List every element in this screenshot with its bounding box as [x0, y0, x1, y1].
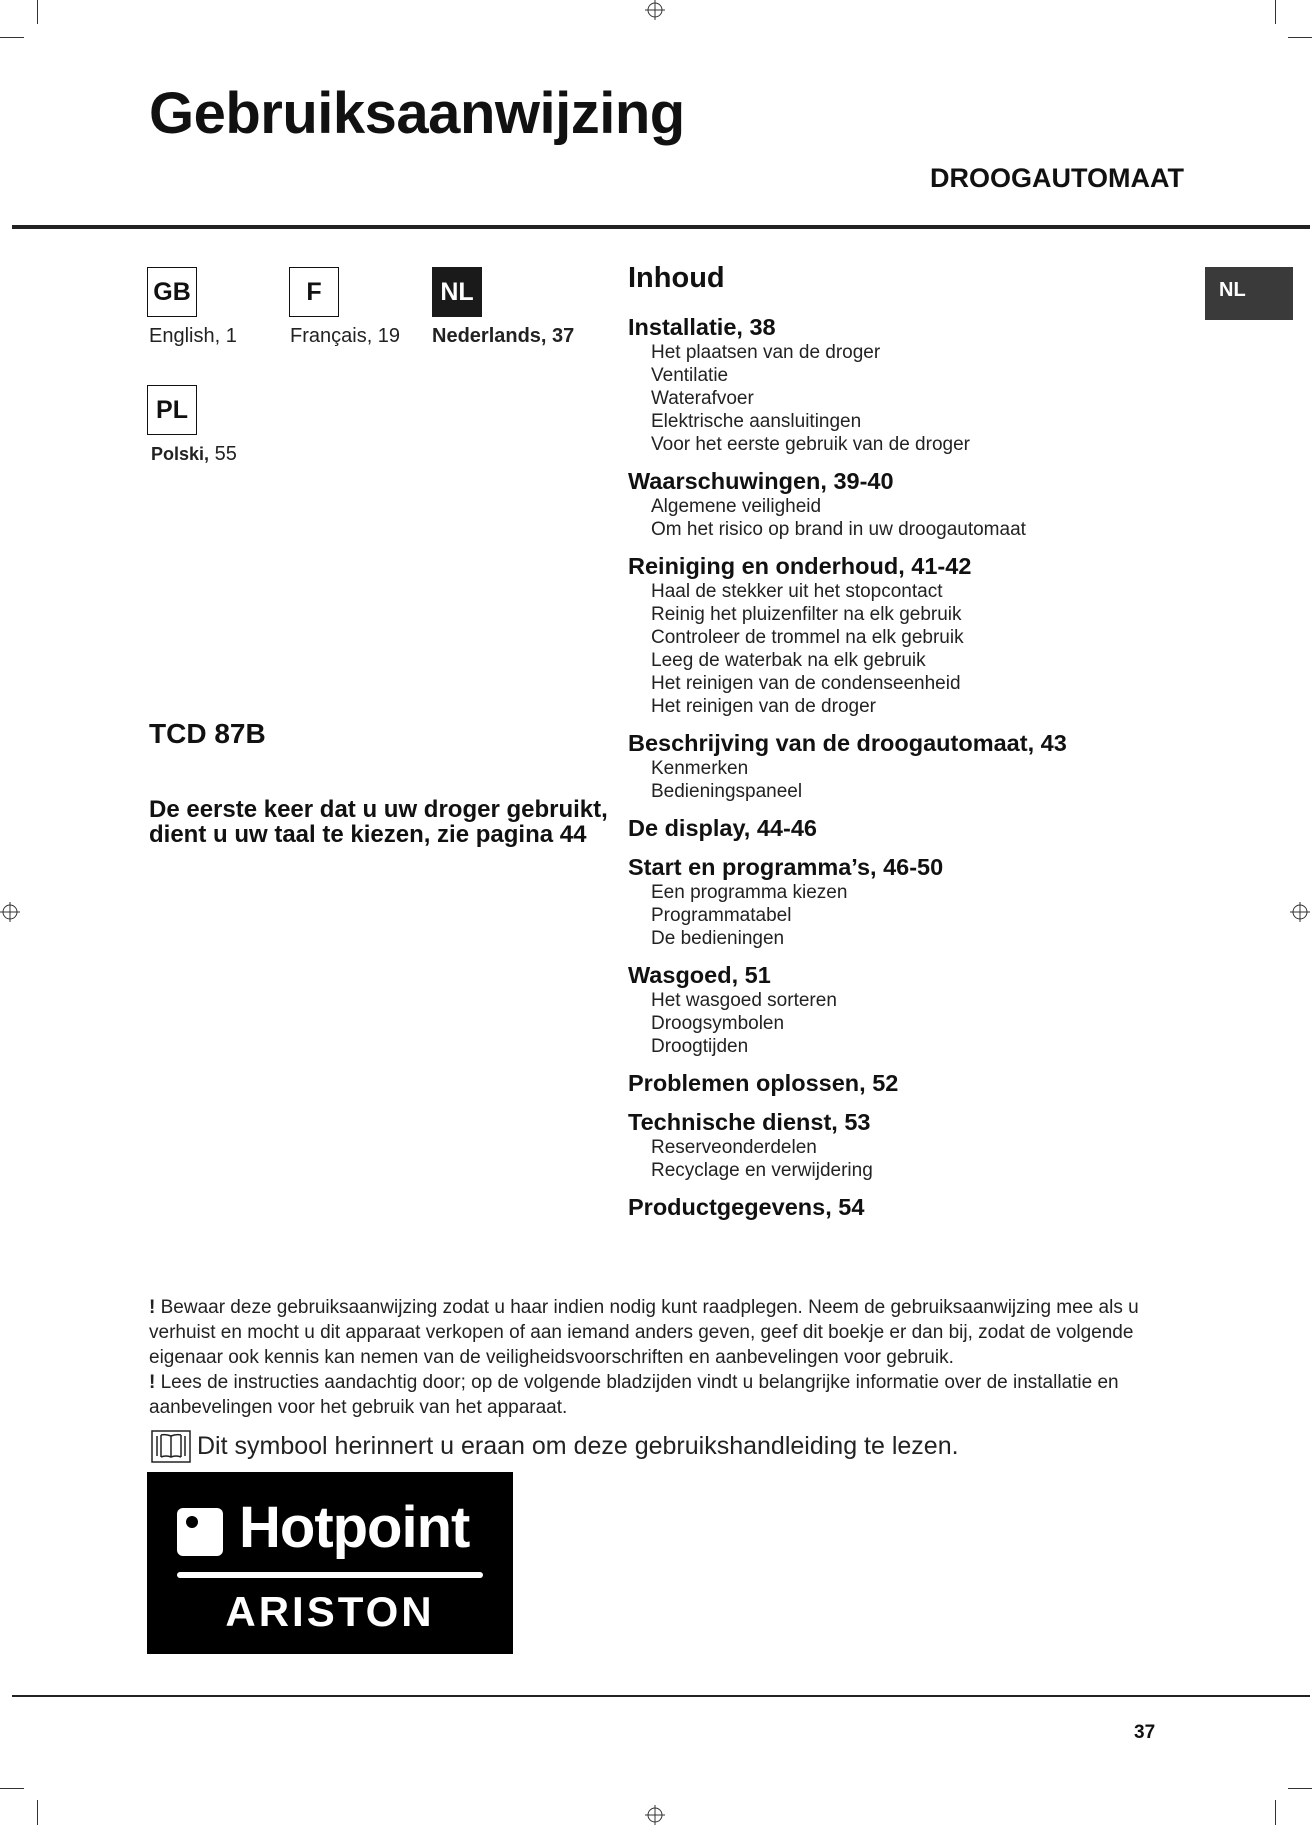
registration-mark-icon — [645, 0, 665, 20]
toc-heading[interactable]: Productgegevens, 54 — [628, 1194, 865, 1220]
toc-item[interactable]: Controleer de trommel na elk gebruik — [651, 627, 964, 648]
toc-heading[interactable]: Beschrijving van de droogautomaat, 43 — [628, 730, 1067, 756]
toc-item[interactable]: Een programma kiezen — [651, 882, 848, 903]
footer-divider — [12, 1695, 1310, 1697]
toc-heading[interactable]: Reiniging en onderhoud, 41-42 — [628, 553, 972, 579]
toc-item[interactable]: Voor het eerste gebruik van de droger — [651, 434, 970, 455]
toc-section-display — [628, 814, 1208, 842]
toc-item[interactable]: Kenmerken — [651, 758, 749, 779]
toc-item[interactable]: Programmatabel — [651, 905, 792, 926]
notice-paragraph — [149, 1370, 1189, 1420]
exclamation-icon: ! — [149, 1297, 156, 1318]
toc-heading[interactable]: Wasgoed, 51 — [628, 962, 771, 988]
page-number: 37 — [1134, 1722, 1156, 1743]
toc-item[interactable]: Haal de stekker uit het stopcontact — [651, 581, 943, 602]
crop-mark — [1288, 1788, 1312, 1789]
product-category: DROOGAUTOMAAT — [930, 163, 1184, 193]
toc-item[interactable]: Reinig het pluizenfilter na elk gebruik — [651, 604, 962, 625]
toc-section-waarschuwingen — [628, 467, 1208, 541]
toc-item[interactable]: Elektrische aansluitingen — [651, 411, 862, 432]
language-button-nl[interactable]: NL — [432, 267, 482, 317]
table-of-contents — [628, 262, 1208, 1232]
language-note: De eerste keer dat u uw droger gebruikt, dient u uw taal te kiezen, zie pagina 44 — [149, 796, 608, 848]
crop-mark — [1275, 0, 1276, 24]
toc-item[interactable]: De bedieningen — [651, 928, 785, 949]
page-title: Gebruiksaanwijzing — [149, 81, 685, 146]
logo-subbrand: ARISTON — [225, 1588, 435, 1635]
open-book-icon — [151, 1430, 191, 1463]
brand-logo — [147, 1472, 513, 1654]
language-label-pl-page: 55 — [214, 443, 237, 465]
toc-item[interactable]: Om het risico op brand in uw droogautomaat — [651, 519, 1026, 540]
section-tab-nl: NL — [1205, 267, 1293, 320]
manual-reminder — [151, 1430, 959, 1463]
crop-mark — [37, 1800, 38, 1825]
notice-block — [149, 1295, 1189, 1420]
toc-heading[interactable]: Technische dienst, 53 — [628, 1109, 871, 1135]
toc-section-technische-dienst — [628, 1108, 1208, 1182]
toc-heading[interactable]: De display, 44-46 — [628, 815, 817, 841]
toc-item[interactable]: Bedieningspaneel — [651, 781, 803, 802]
toc-item[interactable]: Algemene veiligheid — [651, 496, 822, 517]
registration-mark-icon — [1290, 902, 1310, 922]
toc-section-wasgoed — [628, 961, 1208, 1058]
crop-mark — [1288, 37, 1312, 38]
toc-section-installatie — [628, 313, 1208, 456]
toc-item[interactable]: Het reinigen van de condenseenheid — [651, 673, 961, 694]
language-label-pl-name: Polski, — [151, 444, 210, 464]
manual-reminder-text: Dit symbool herinnert u eraan om deze gebruikshandleiding te lezen. — [197, 1432, 959, 1460]
logo-brand: Hotpoint — [239, 1495, 470, 1560]
notice-text: Lees de instructies aandachtig door; op de volgende bladzijden vindt u belangrijke informatie over de installatie en aanbevelingen voor het gebruik van het apparaat. — [149, 1372, 1119, 1418]
language-label-gb[interactable]: English, 1 — [149, 325, 237, 347]
language-label-pl[interactable] — [151, 443, 237, 466]
toc-item[interactable]: Het reinigen van de droger — [651, 696, 876, 717]
toc-item[interactable]: Droogtijden — [651, 1036, 749, 1057]
toc-item[interactable]: Leeg de waterbak na elk gebruik — [651, 650, 926, 671]
language-label-f[interactable]: Français, 19 — [290, 325, 401, 347]
language-button-gb[interactable]: GB — [147, 267, 197, 317]
toc-section-beschrijving — [628, 729, 1208, 803]
toc-item[interactable]: Reserveonderdelen — [651, 1137, 817, 1158]
notice-text: Bewaar deze gebruiksaanwijzing zodat u haar indien nodig kunt raadplegen. Neem de gebruiksaanwijzing mee als u verhuist en mocht u dit apparaat verkopen of aan iemand anders geven, geef dit boekje er dan bij, zodat de volgende eigenaar ook kennis kan nemen van de veiligheidsvoorschriften en aanbevelingen voor gebruik. — [149, 1297, 1139, 1368]
toc-heading[interactable]: Start en programma’s, 46-50 — [628, 854, 944, 880]
toc-heading[interactable]: Problemen oplossen, 52 — [628, 1070, 899, 1096]
toc-section-reiniging — [628, 552, 1208, 718]
toc-title: Inhoud — [628, 262, 725, 294]
toc-heading[interactable]: Waarschuwingen, 39-40 — [628, 468, 894, 494]
crop-mark — [0, 37, 24, 38]
toc-heading[interactable]: Installatie, 38 — [628, 314, 776, 340]
exclamation-icon: ! — [149, 1372, 156, 1393]
logo-divider — [177, 1572, 483, 1578]
language-button-f[interactable]: F — [289, 267, 339, 317]
toc-item[interactable]: Recyclage en verwijdering — [651, 1160, 873, 1181]
crop-mark — [0, 1788, 24, 1789]
notice-paragraph — [149, 1295, 1189, 1370]
crop-mark — [1275, 1800, 1276, 1825]
language-button-pl[interactable]: PL — [147, 385, 197, 435]
toc-section-start — [628, 853, 1208, 950]
language-label-nl[interactable]: Nederlands, 37 — [432, 325, 575, 347]
toc-item[interactable]: Het plaatsen van de droger — [651, 342, 881, 363]
toc-item[interactable]: Waterafvoer — [651, 388, 754, 409]
toc-section-productgegevens — [628, 1193, 1208, 1221]
toc-item[interactable]: Ventilatie — [651, 365, 729, 386]
crop-mark — [37, 0, 38, 24]
header-divider — [12, 225, 1310, 229]
toc-section-problemen — [628, 1069, 1208, 1097]
model-number: TCD 87B — [149, 718, 266, 749]
registration-mark-icon — [0, 902, 20, 922]
registration-mark-icon — [645, 1805, 665, 1825]
toc-item[interactable]: Droogsymbolen — [651, 1013, 785, 1034]
toc-item[interactable]: Het wasgoed sorteren — [651, 990, 837, 1011]
logo-mark-icon — [177, 1508, 223, 1556]
